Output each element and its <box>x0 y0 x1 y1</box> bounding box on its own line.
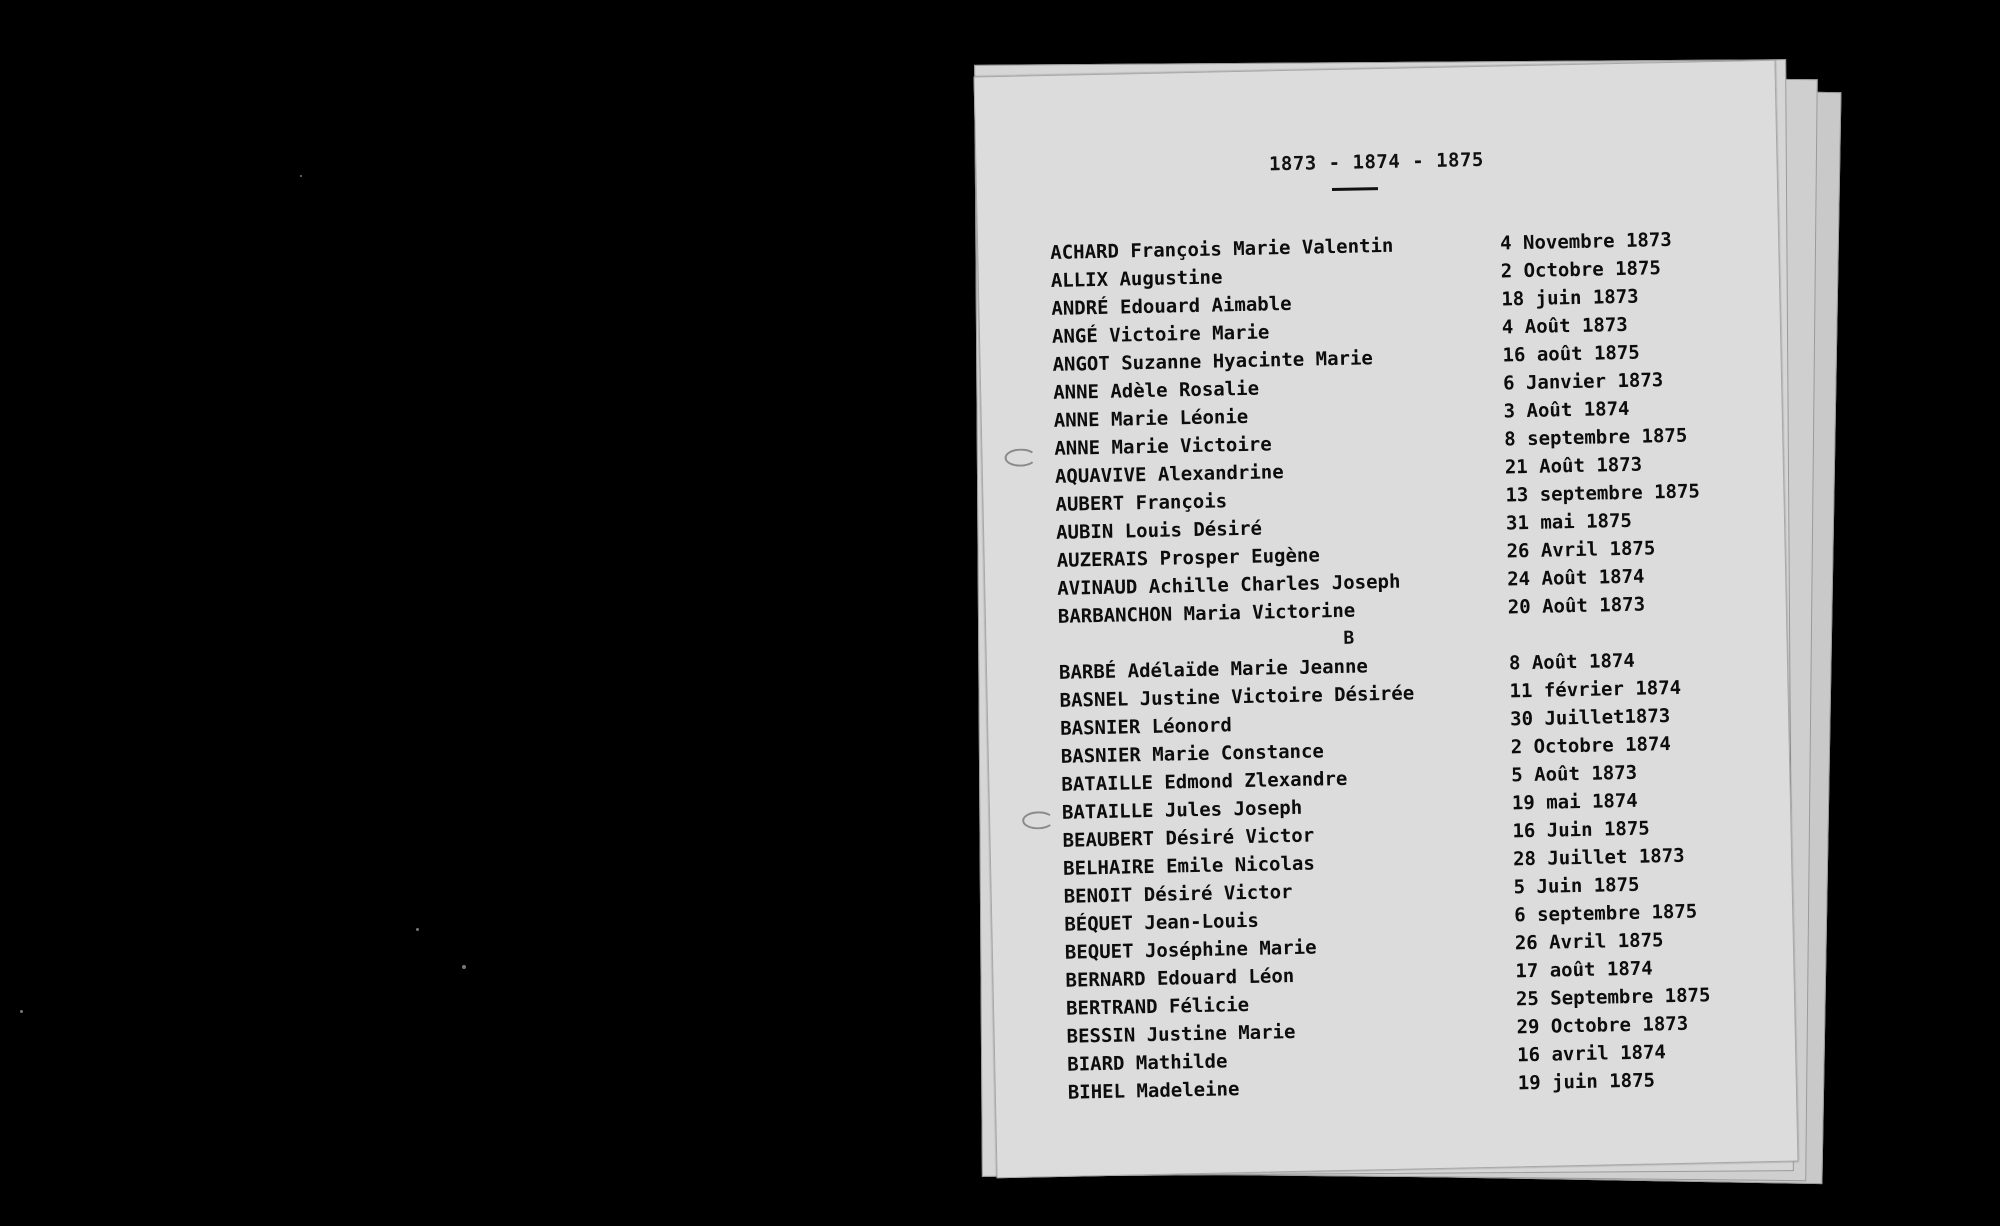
entry-date: 4 Novembre 1873 <box>1499 228 1672 255</box>
entry-date: 3 Août 1874 <box>1503 397 1630 423</box>
entry-date: 21 Août 1873 <box>1504 453 1643 479</box>
entry-date: 19 juin 1875 <box>1517 1069 1656 1095</box>
entry-date: 26 Avril 1875 <box>1514 929 1664 955</box>
entry-date: 29 Octobre 1873 <box>1516 1012 1689 1039</box>
entry-date: 8 Août 1874 <box>1508 649 1636 675</box>
entry-date: 6 Janvier 1873 <box>1502 369 1664 395</box>
entry-date: 2 Octobre 1875 <box>1500 257 1662 283</box>
entry-name: BARBÉ Adélaïde Marie Jeanne <box>1058 655 1369 684</box>
entry-date: 26 Avril 1875 <box>1506 537 1656 563</box>
dust-speck <box>20 1010 23 1013</box>
entry-name: AUBIN Louis Désiré <box>1055 517 1263 544</box>
entry-date: 18 juin 1873 <box>1501 285 1639 311</box>
entry-name: ANNE Marie Victoire <box>1054 433 1272 460</box>
entry-name: ANDRÉ Edouard Aimable <box>1051 292 1292 320</box>
entry-date: 20 Août 1873 <box>1507 593 1646 619</box>
entry-name: ANNE Adèle Rosalie <box>1052 377 1260 404</box>
entry-name: AUZERAIS Prosper Eugène <box>1056 544 1320 572</box>
entry-name: AQUAVIVE Alexandrine <box>1054 461 1284 488</box>
entry-name: BEQUET Joséphine Marie <box>1064 936 1317 964</box>
entry-date: 16 août 1875 <box>1502 341 1640 367</box>
entry-date: 28 Juillet 1873 <box>1512 844 1685 871</box>
entry-date: 8 septembre 1875 <box>1504 424 1688 451</box>
entry-name: BELHAIRE Emile Nicolas <box>1062 852 1316 880</box>
entry-date: 5 Août 1873 <box>1511 761 1638 787</box>
margin-mark <box>1022 811 1054 830</box>
entry-name: BATAILLE Edmond Zlexandre <box>1061 767 1348 796</box>
entry-date: 30 Juillet1873 <box>1509 705 1671 731</box>
entry-name: ACHARD François Marie Valentin <box>1050 234 1394 264</box>
entry-date: 24 Août 1874 <box>1506 565 1645 591</box>
entry-date: 13 septembre 1875 <box>1505 480 1701 507</box>
entry-date: 4 Août 1873 <box>1501 313 1628 339</box>
heading-underline <box>1332 187 1378 191</box>
entry-date: 25 Septembre 1875 <box>1515 984 1711 1011</box>
page-heading: 1873 - 1874 - 1875 <box>1268 148 1485 176</box>
entry-name: BASNIER Léonord <box>1059 714 1233 740</box>
entry-name: BERNARD Edouard Léon <box>1065 965 1295 992</box>
entry-list <box>1050 224 1768 1106</box>
entry-date: 17 août 1874 <box>1515 957 1653 983</box>
entry-date: 16 Juin 1875 <box>1512 817 1650 843</box>
entry-date: 19 mai 1874 <box>1511 789 1638 815</box>
entry-name: BASNIER Marie Constance <box>1060 740 1325 768</box>
entry-name: BERTRAND Félicie <box>1065 993 1250 1020</box>
dust-speck <box>462 965 466 969</box>
entry-date: 31 mai 1875 <box>1505 509 1633 535</box>
dust-speck <box>416 928 419 931</box>
entry-date: 6 septembre 1875 <box>1514 900 1698 927</box>
entry-date: 11 février 1874 <box>1509 676 1682 703</box>
entry-name: ANGÉ Victoire Marie <box>1051 321 1270 348</box>
entry-name: BÉQUET Jean-Louis <box>1064 909 1259 936</box>
entry-name: BEAUBERT Désiré Victor <box>1062 824 1315 852</box>
entry-name: ANGOT Suzanne Hyacinte Marie <box>1052 347 1374 376</box>
entry-name: ALLIX Augustine <box>1050 266 1223 292</box>
entry-date: 2 Octobre 1874 <box>1510 733 1672 759</box>
entry-name: BESSIN Justine Marie <box>1066 1020 1296 1048</box>
margin-mark <box>1004 448 1036 467</box>
entry-date: 16 avril 1874 <box>1516 1041 1667 1067</box>
dust-speck <box>300 175 302 177</box>
entry-name: BARBANCHON Maria Victorine <box>1057 599 1356 628</box>
entry-name: BASNEL Justine Victoire Désirée <box>1059 682 1415 712</box>
entry-name: AVINAUD Achille Charles Joseph <box>1057 570 1401 600</box>
register-page <box>974 60 1799 1179</box>
entry-name: BIARD Mathilde <box>1067 1050 1228 1076</box>
section-letter-text: B <box>1343 627 1355 649</box>
entry-name: BIHEL Madeleine <box>1067 1078 1240 1104</box>
entry-name: BENOIT Désiré Victor <box>1063 881 1293 908</box>
entry-name: AUBERT François <box>1055 490 1228 516</box>
entry-name: ANNE Marie Léonie <box>1053 405 1249 432</box>
entry-name: BATAILLE Jules Joseph <box>1061 796 1303 824</box>
entry-date: 5 Juin 1875 <box>1513 873 1640 899</box>
